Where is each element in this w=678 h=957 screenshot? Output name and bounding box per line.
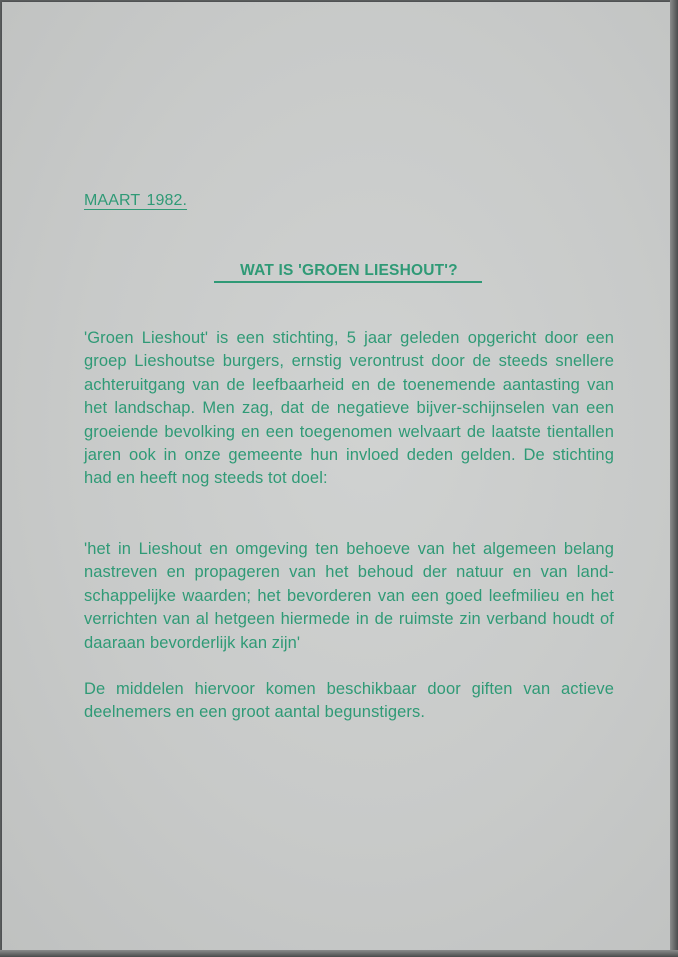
paragraph-intro: 'Groen Lieshout' is een stichting, 5 jaar geleden opgericht door een groep Lieshoutse burgers, ernstig verontrust door de steeds snellere achteruitgang van de leefbaarheid en de toenemende aantasting van het landschap. Men zag, dat de negatieve bijver-schijnselen van een groeiende bevolking en een toegenomen welvaart de laatste tientallen jaren ook in onze gemeente hun invloed deden gelden. De stichting had en heeft nog steeds tot doel: [84, 329, 614, 488]
scan-shadow-right [670, 0, 678, 957]
document-page [2, 2, 670, 950]
scan-shadow-bottom [0, 950, 678, 957]
paragraph-statute-quote: 'het in Lieshout en omgeving ten behoeve van het algemeen belang nastreven en propageren van het behoud der natuur en van land-schappelijke waarden; het bevorderen van een goed leefmilieu en het verrichten van al hetgeen hiermede in de ruimste zin verband houdt of daaraan bevorderlijk kan zijn' [84, 540, 614, 652]
document-date: MAART 1982. [84, 192, 188, 209]
document-title: WAT IS 'GROEN LIESHOUT'? [240, 262, 458, 279]
title-underline [214, 281, 482, 283]
paragraph-funding: De middelen hiervoor komen beschikbaar door giften van actieve deelnemers en een groot aantal begunstigers. [84, 680, 614, 722]
